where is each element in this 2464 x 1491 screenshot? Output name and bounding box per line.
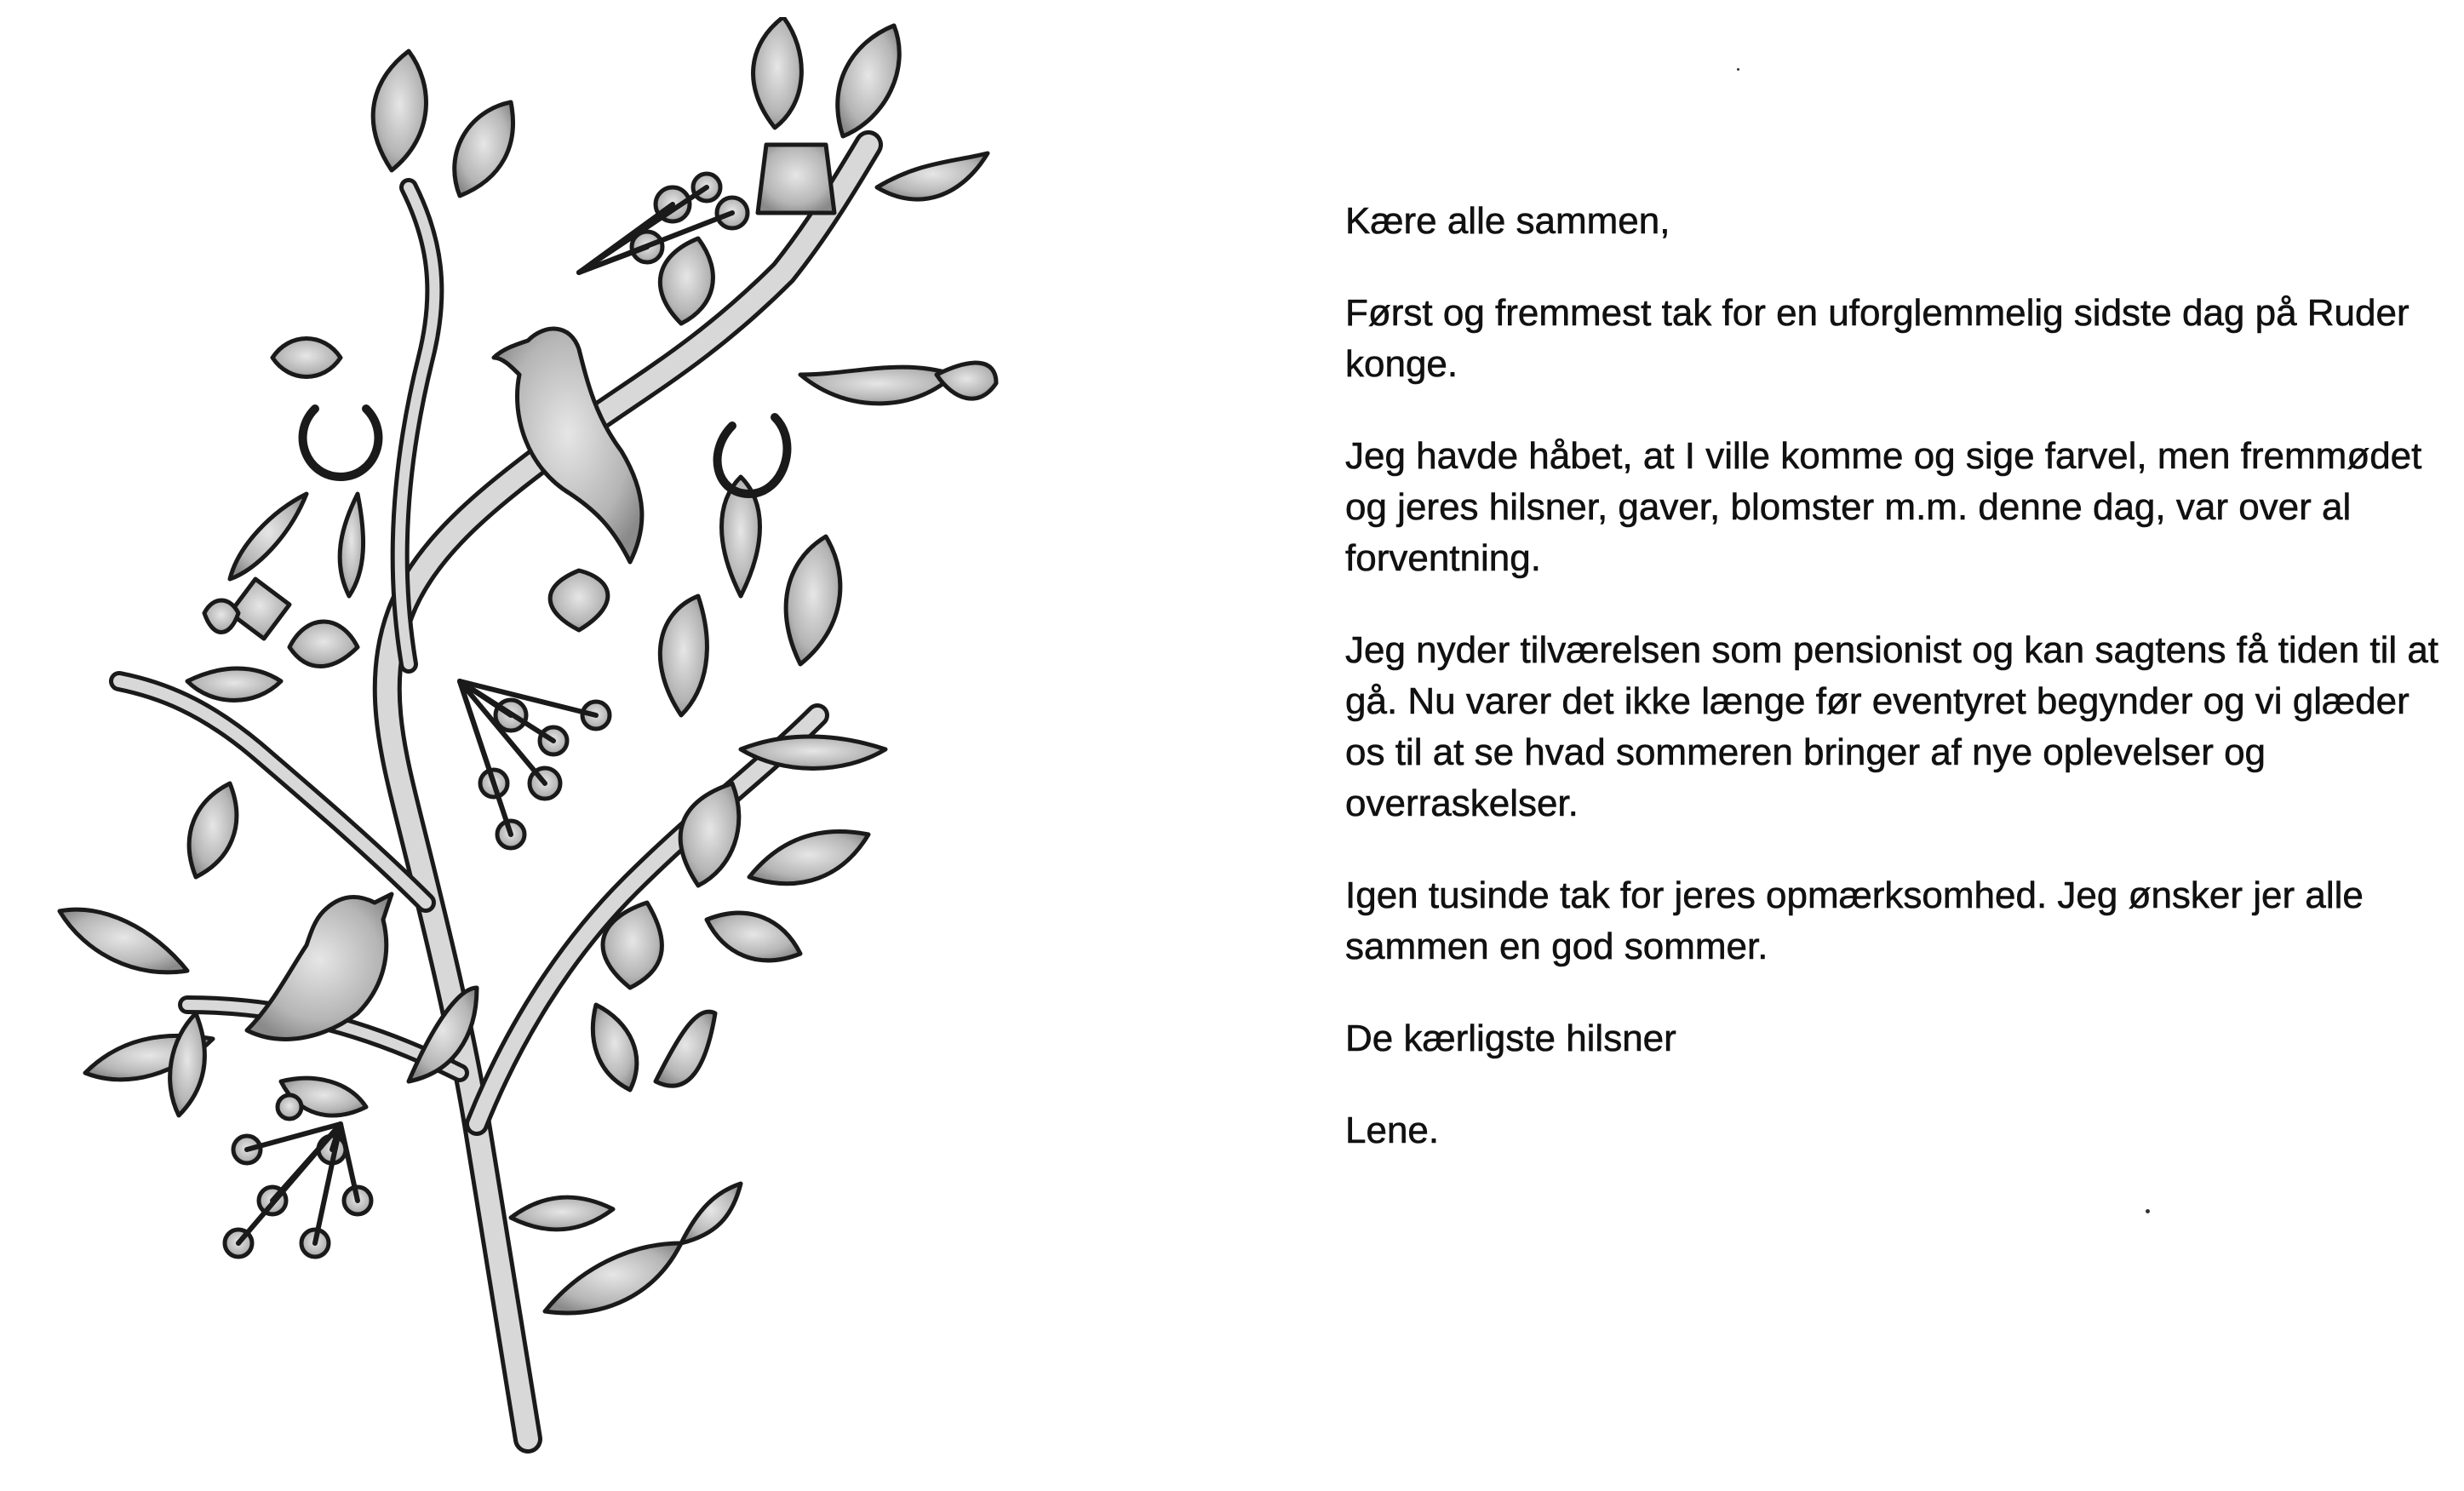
floral-branch-illustration bbox=[34, 17, 1005, 1465]
scan-speck bbox=[1737, 68, 1739, 71]
scan-speck bbox=[2146, 1209, 2150, 1213]
letter-closing: De kærligste hilsner bbox=[1345, 1018, 1676, 1059]
floral-branch-with-birds-icon bbox=[34, 17, 1005, 1465]
letter-text bbox=[1345, 196, 2444, 1197]
letter-greeting: Kære alle sammen, bbox=[1345, 200, 1670, 242]
letter-paragraph: Først og fremmest tak for en uforglemmelig sidste dag på Ruder konge. bbox=[1345, 292, 2410, 385]
letter-paragraph: Igen tusinde tak for jeres opmærksomhed. Jeg ønsker jer alle sammen en god sommer. bbox=[1345, 875, 2364, 967]
letter-signature: Lene. bbox=[1345, 1110, 1440, 1151]
letter-paragraph: Jeg nyder tilværelsen som pensionist og kan sagtens få tiden til at gå. Nu varer det ikke længe før eventyret begynder og vi glæder os til at se hvad sommeren bringer af nye oplevelser og overraskelser. bbox=[1345, 629, 2439, 824]
letter-paragraph: Jeg havde håbet, at I ville komme og sige farvel, men fremmødet og jeres hilsner, gaver, blomster m.m. denne dag, var over al forventning. bbox=[1345, 435, 2422, 579]
